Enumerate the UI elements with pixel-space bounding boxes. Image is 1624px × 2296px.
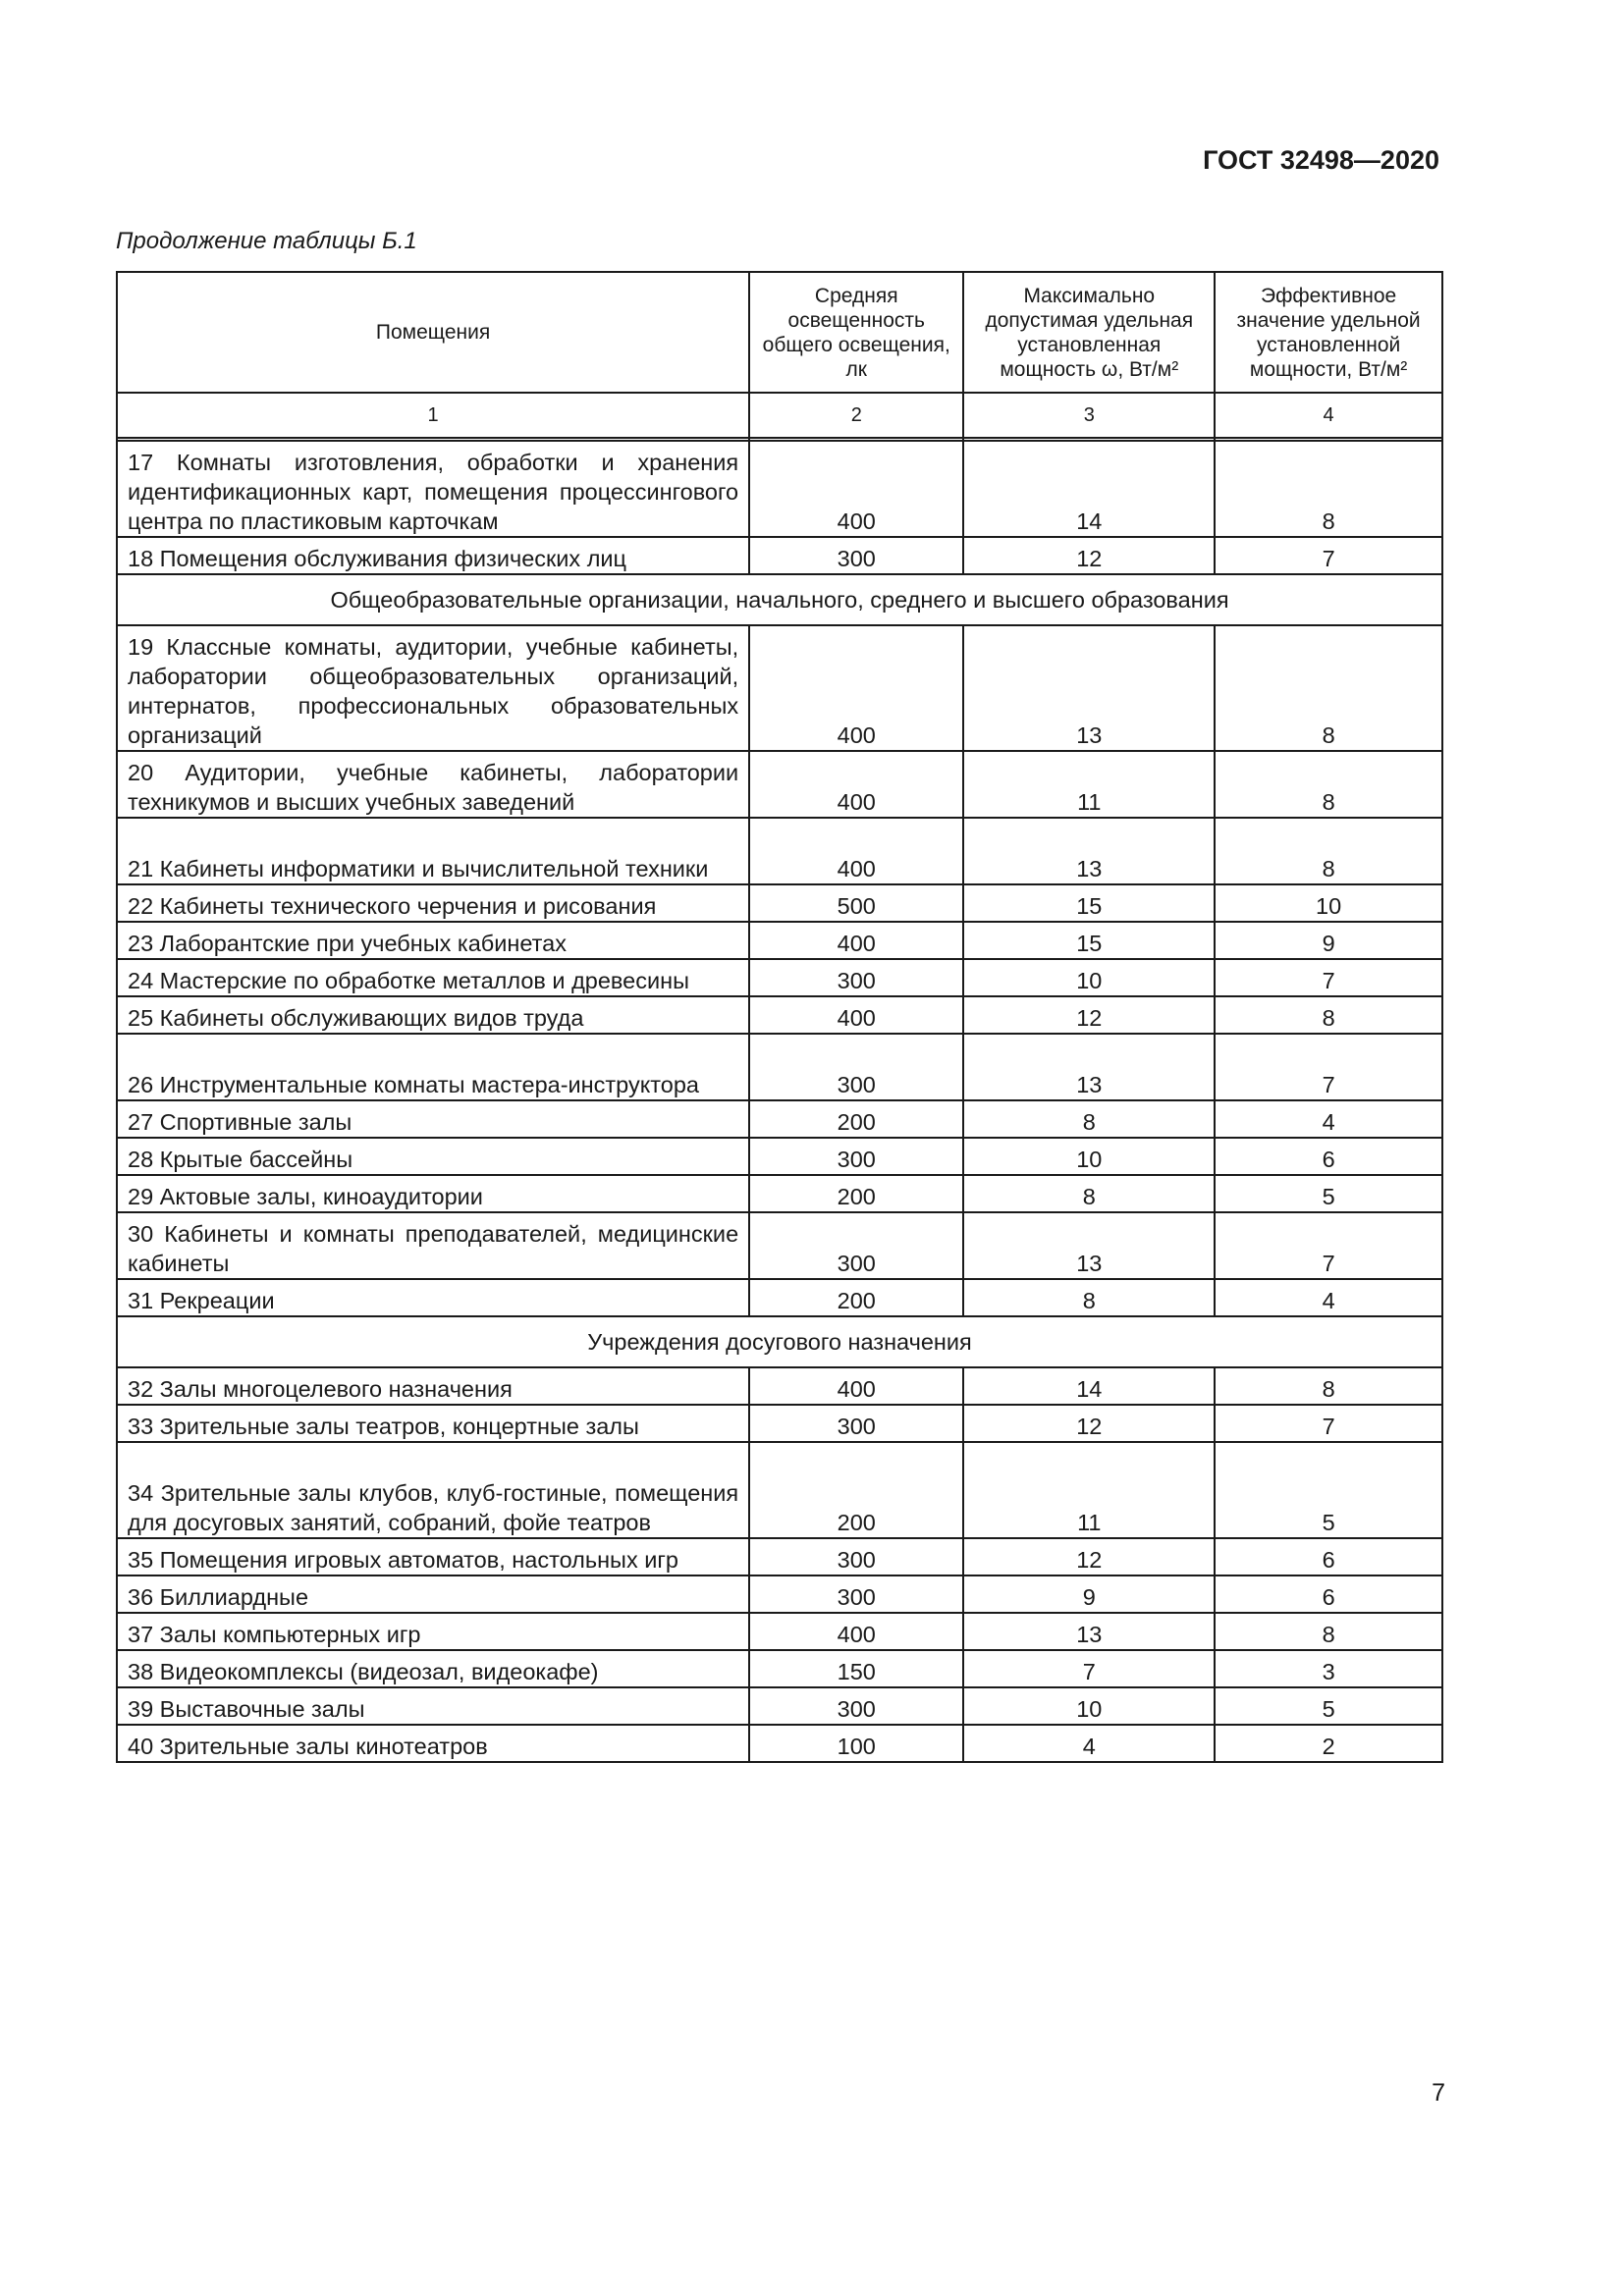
max-power-value: 8 [963,1175,1215,1212]
page-number: 7 [1432,2079,1445,2107]
max-power-value: 12 [963,996,1215,1034]
effective-power-value: 8 [1215,818,1442,884]
effective-power-value: 10 [1215,884,1442,922]
table-row [117,884,1442,922]
table-row [117,818,1442,884]
max-power-value: 15 [963,884,1215,922]
header-rooms: Помещения [117,272,749,393]
max-power-value: 10 [963,1687,1215,1725]
max-power-value: 8 [963,1100,1215,1138]
table-header-row [117,272,1442,393]
effective-power-value: 4 [1215,1279,1442,1316]
illuminance-value: 150 [749,1650,963,1687]
effective-power-value: 4 [1215,1100,1442,1138]
illuminance-value: 200 [749,1442,963,1538]
table-row [117,1367,1442,1405]
room-name: 36 Биллиардные [117,1575,749,1613]
section-header-row [117,1316,1442,1367]
room-name: 32 Залы многоцелевого назначения [117,1367,749,1405]
effective-power-value: 5 [1215,1687,1442,1725]
max-power-value: 12 [963,1405,1215,1442]
illuminance-value: 300 [749,1034,963,1100]
section-title: Общеобразовательные организации, начального, среднего и высшего образования [117,574,1442,625]
column-number: 4 [1215,393,1442,438]
room-name: 35 Помещения игровых автоматов, настольных игр [117,1538,749,1575]
table-row [117,751,1442,818]
table-row [117,1138,1442,1175]
illuminance-value: 200 [749,1100,963,1138]
section-header-row [117,574,1442,625]
effective-power-value: 7 [1215,959,1442,996]
table-row [117,1212,1442,1279]
max-power-value: 14 [963,441,1215,537]
max-power-value: 12 [963,537,1215,574]
max-power-value: 13 [963,818,1215,884]
table-row [117,922,1442,959]
table-row [117,959,1442,996]
effective-power-value: 2 [1215,1725,1442,1762]
room-name: 26 Инструментальные комнаты мастера-инструктора [117,1034,749,1100]
illuminance-value: 300 [749,537,963,574]
max-power-value: 10 [963,959,1215,996]
max-power-value: 13 [963,1034,1215,1100]
illuminance-value: 500 [749,884,963,922]
table-row [117,1279,1442,1316]
table-row [117,996,1442,1034]
effective-power-value: 3 [1215,1650,1442,1687]
column-number: 3 [963,393,1215,438]
illuminance-value: 400 [749,625,963,751]
illuminance-value: 200 [749,1279,963,1316]
column-number-row [117,393,1442,438]
room-name: 18 Помещения обслуживания физических лиц [117,537,749,574]
table-row [117,1650,1442,1687]
table-row [117,1538,1442,1575]
section-title: Учреждения досугового назначения [117,1316,1442,1367]
room-name: 28 Крытые бассейны [117,1138,749,1175]
effective-power-value: 8 [1215,1613,1442,1650]
effective-power-value: 8 [1215,625,1442,751]
illuminance-value: 400 [749,996,963,1034]
room-name: 37 Залы компьютерных игр [117,1613,749,1650]
room-name: 17 Комнаты изготовления, обработки и хранения идентификационных карт, помещения процессингового центра по пластиковым карточкам [117,441,749,537]
max-power-value: 15 [963,922,1215,959]
room-name: 23 Лаборантские при учебных кабинетах [117,922,749,959]
lighting-power-table [116,271,1443,1763]
room-name: 24 Мастерские по обработке металлов и древесины [117,959,749,996]
max-power-value: 11 [963,1442,1215,1538]
max-power-value: 11 [963,751,1215,818]
illuminance-value: 300 [749,1687,963,1725]
illuminance-value: 300 [749,1405,963,1442]
header-effective-power: Эффективное значение удельной установленной мощности, Вт/м² [1215,272,1442,393]
column-number: 2 [749,393,963,438]
illuminance-value: 400 [749,1613,963,1650]
header-illuminance: Средняя освещенность общего освещения, лк [749,272,963,393]
room-name: 20 Аудитории, учебные кабинеты, лаборатории техникумов и высших учебных заведений [117,751,749,818]
illuminance-value: 300 [749,1538,963,1575]
max-power-value: 13 [963,625,1215,751]
max-power-value: 7 [963,1650,1215,1687]
room-name: 39 Выставочные залы [117,1687,749,1725]
room-name: 40 Зрительные залы кинотеатров [117,1725,749,1762]
max-power-value: 8 [963,1279,1215,1316]
illuminance-value: 300 [749,1212,963,1279]
room-name: 30 Кабинеты и комнаты преподавателей, медицинские кабинеты [117,1212,749,1279]
room-name: 38 Видеокомплексы (видеозал, видеокафе) [117,1650,749,1687]
table-row [117,1687,1442,1725]
effective-power-value: 6 [1215,1575,1442,1613]
effective-power-value: 8 [1215,441,1442,537]
table-row [117,441,1442,537]
room-name: 21 Кабинеты информатики и вычислительной техники [117,818,749,884]
effective-power-value: 7 [1215,1405,1442,1442]
header-max-power: Максимально допустимая удельная установленная мощность ω, Вт/м² [963,272,1215,393]
illuminance-value: 300 [749,1575,963,1613]
illuminance-value: 400 [749,818,963,884]
effective-power-value: 6 [1215,1138,1442,1175]
column-number: 1 [117,393,749,438]
table-row [117,1725,1442,1762]
room-name: 33 Зрительные залы театров, концертные залы [117,1405,749,1442]
illuminance-value: 100 [749,1725,963,1762]
room-name: 34 Зрительные залы клубов, клуб-гостиные, помещения для досуговых занятий, собраний, фойе театров [117,1442,749,1538]
max-power-value: 10 [963,1138,1215,1175]
room-name: 22 Кабинеты технического черчения и рисования [117,884,749,922]
table-row [117,537,1442,574]
effective-power-value: 8 [1215,1367,1442,1405]
table-row [117,1034,1442,1100]
illuminance-value: 400 [749,1367,963,1405]
table-row [117,1442,1442,1538]
illuminance-value: 400 [749,441,963,537]
room-name: 29 Актовые залы, киноаудитории [117,1175,749,1212]
illuminance-value: 200 [749,1175,963,1212]
max-power-value: 12 [963,1538,1215,1575]
illuminance-value: 400 [749,922,963,959]
table-row [117,1100,1442,1138]
max-power-value: 4 [963,1725,1215,1762]
table-row [117,625,1442,751]
room-name: 19 Классные комнаты, аудитории, учебные кабинеты, лаборатории общеобразовательных организаций, интернатов, профессиональных образовательных организаций [117,625,749,751]
table-row [117,1613,1442,1650]
room-name: 31 Рекреации [117,1279,749,1316]
effective-power-value: 7 [1215,1034,1442,1100]
effective-power-value: 8 [1215,996,1442,1034]
table-row [117,1175,1442,1212]
illuminance-value: 400 [749,751,963,818]
room-name: 25 Кабинеты обслуживающих видов труда [117,996,749,1034]
table-row [117,1575,1442,1613]
illuminance-value: 300 [749,959,963,996]
effective-power-value: 5 [1215,1175,1442,1212]
effective-power-value: 7 [1215,1212,1442,1279]
table-row [117,1405,1442,1442]
room-name: 27 Спортивные залы [117,1100,749,1138]
effective-power-value: 9 [1215,922,1442,959]
illuminance-value: 300 [749,1138,963,1175]
effective-power-value: 5 [1215,1442,1442,1538]
effective-power-value: 8 [1215,751,1442,818]
max-power-value: 13 [963,1613,1215,1650]
table-caption: Продолжение таблицы Б.1 [116,228,417,254]
document-code: ГОСТ 32498—2020 [1203,145,1439,175]
effective-power-value: 6 [1215,1538,1442,1575]
max-power-value: 14 [963,1367,1215,1405]
max-power-value: 9 [963,1575,1215,1613]
max-power-value: 13 [963,1212,1215,1279]
effective-power-value: 7 [1215,537,1442,574]
